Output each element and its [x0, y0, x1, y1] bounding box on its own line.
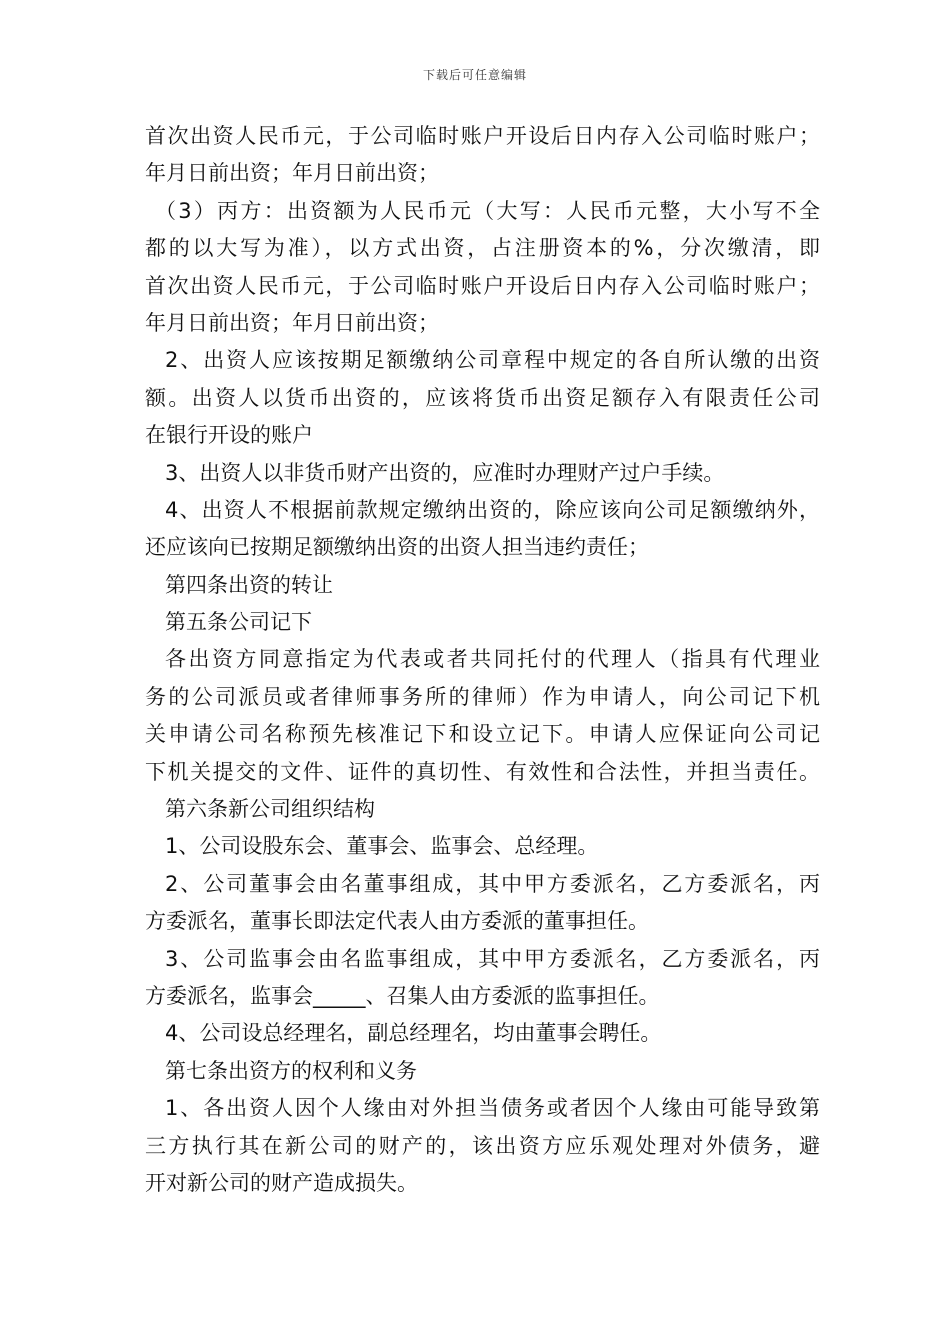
text-line: 关申请公司名称预先核准记下和设立记下。申请人应保证向公司记 — [145, 722, 820, 747]
text-line: 第七条出资方的权利和义务 — [165, 1058, 417, 1083]
text-line: 2、出资人应该按期足额缴纳公司章程中规定的各自所认缴的出资 — [165, 348, 820, 373]
text-line: 2、公司董事会由名董事组成，其中甲方委派名，乙方委派名，丙 — [165, 871, 820, 896]
text-line: 方委派名，监事会_____、召集人由方委派的监事担任。 — [145, 983, 660, 1008]
page-header: 下载后可任意编辑 — [422, 68, 527, 82]
text-line: 各出资方同意指定为代表或者共同托付的代理人（指具有代理业 — [165, 647, 820, 672]
text-line: 方委派名，董事长即法定代表人由方委派的董事担任。 — [145, 909, 649, 934]
text-line: 年月日前出资；年月日前出资； — [145, 310, 439, 335]
text-line: 首次出资人民币元，于公司临时账户开设后日内存入公司临时账户； — [145, 124, 820, 148]
text-line: 还应该向已按期足额缴纳出资的出资人担当违约责任； — [145, 535, 649, 560]
text-line: 第六条新公司组织结构 — [165, 797, 375, 822]
text-line: 第五条公司记下 — [165, 610, 312, 635]
text-line: 4、出资人不根据前款规定缴纳出资的，除应该向公司足额缴纳外， — [165, 497, 820, 522]
text-line: 都的以大写为准），以方式出资，占注册资本的%，分次缴清，即 — [145, 236, 820, 261]
text-line: （3）丙方：出资额为人民币元（大写：人民币元整，大小写不全 — [155, 198, 820, 223]
text-line: 下机关提交的文件、证件的真切性、有效性和合法性，并担当责任。 — [145, 759, 820, 784]
document-body — [145, 118, 820, 1202]
text-line: 务的公司派员或者律师事务所的律师）作为申请人，向公司记下机 — [145, 684, 820, 709]
text-line: 1、公司设股东会、董事会、监事会、总经理。 — [165, 834, 599, 859]
text-line: 1、各出资人因个人缘由对外担当债务或者因个人缘由可能导致第 — [165, 1096, 820, 1121]
text-line: 三方执行其在新公司的财产的，该出资方应乐观处理对外债务，避 — [145, 1133, 820, 1158]
text-line: 开对新公司的财产造成损失。 — [145, 1170, 418, 1195]
text-line: 额。出资人以货币出资的，应该将货币出资足额存入有限责任公司 — [145, 385, 820, 410]
text-line: 第四条出资的转让 — [165, 572, 333, 597]
text-line: 在银行开设的账户 — [145, 423, 313, 448]
text-line: 3、出资人以非货币财产出资的，应准时办理财产过户手续。 — [165, 460, 725, 485]
text-line: 3、公司监事会由名监事组成，其中甲方委派名，乙方委派名，丙 — [165, 946, 820, 971]
text-line: 4、公司设总经理名，副总经理名，均由董事会聘任。 — [165, 1021, 662, 1046]
text-line: 首次出资人民币元，于公司临时账户开设后日内存入公司临时账户； — [145, 273, 820, 298]
text-line: 年月日前出资；年月日前出资； — [145, 161, 439, 186]
